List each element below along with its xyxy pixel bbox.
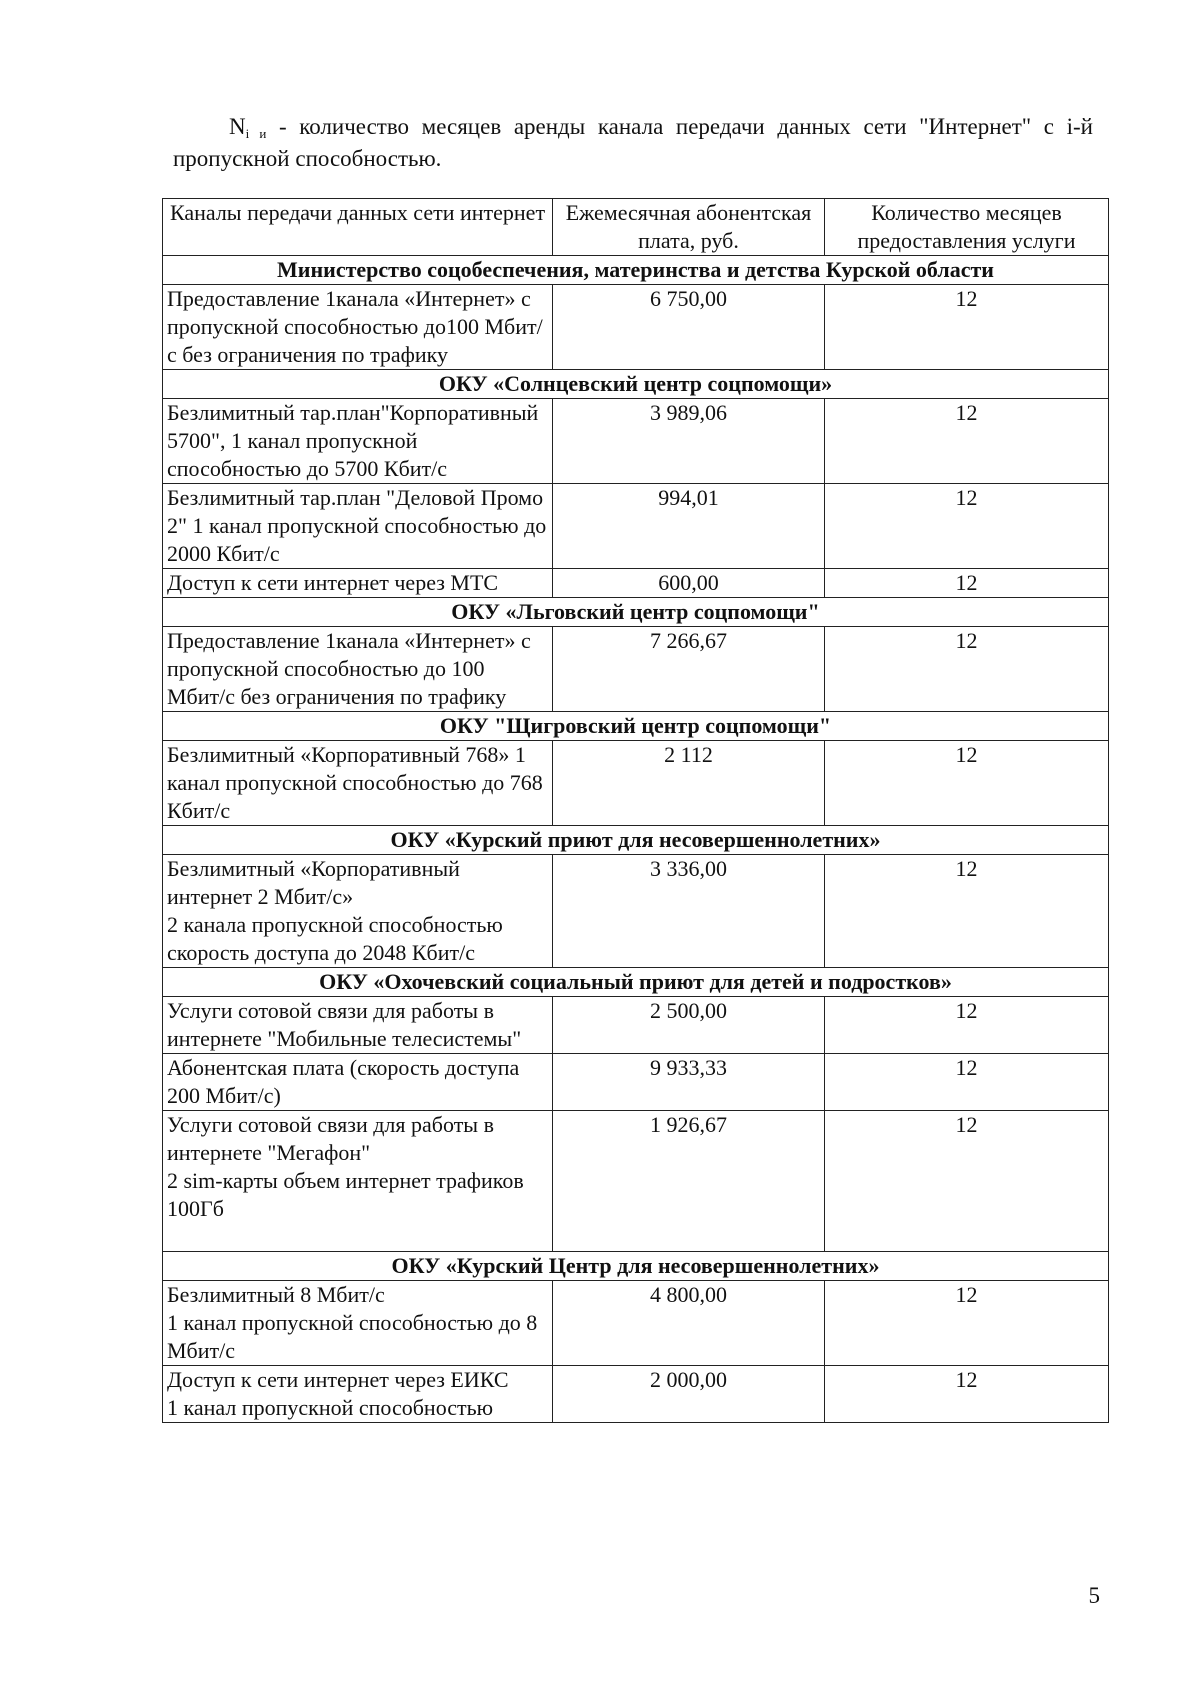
section-row xyxy=(163,826,1109,855)
header-months: Количество месяцев предоставления услуги xyxy=(825,199,1109,256)
channel-name-cell: Доступ к сети интернет через ЕИКС 1 канал пропускной способностью xyxy=(163,1366,553,1423)
section-title: ОКУ «Курский Центр для несовершеннолетних» xyxy=(163,1252,1109,1281)
intro-symbol: N xyxy=(229,114,246,139)
channel-name-cell: Услуги сотовой связи для работы в интернете "Мобильные телесистемы" xyxy=(163,997,553,1054)
monthly-fee-cell: 3 989,06 xyxy=(553,399,825,484)
months-cell: 12 xyxy=(825,855,1109,968)
monthly-fee-cell: 2 500,00 xyxy=(553,997,825,1054)
section-title: ОКУ «Солнцевский центр соцпомощи» xyxy=(163,370,1109,399)
table-row xyxy=(163,1111,1109,1252)
channel-name-cell: Безлимитный тар.план "Деловой Промо 2" 1 канал пропускной способностью до 2000 Кбит/с xyxy=(163,484,553,569)
section-row xyxy=(163,370,1109,399)
monthly-fee-cell: 3 336,00 xyxy=(553,855,825,968)
monthly-fee-cell: 2 000,00 xyxy=(553,1366,825,1423)
table-row xyxy=(163,399,1109,484)
table-row xyxy=(163,1281,1109,1366)
section-row xyxy=(163,598,1109,627)
channel-name-cell: Безлимитный тар.план"Корпоративный 5700", 1 канал пропускной способностью до 5700 Кбит/с xyxy=(163,399,553,484)
channel-name-cell: Безлимитный «Корпоративный интернет 2 Мбит/с» 2 канала пропускной способностью скорость доступа до 2048 Кбит/с xyxy=(163,855,553,968)
intro-text: - количество месяцев аренды канала передачи данных сети "Интернет" с i-й пропускной способностью. xyxy=(173,114,1093,171)
months-cell: 12 xyxy=(825,1281,1109,1366)
monthly-fee-cell: 1 926,67 xyxy=(553,1111,825,1252)
table-row xyxy=(163,484,1109,569)
table-header-row xyxy=(163,199,1109,256)
channel-name-cell: Предоставление 1канала «Интернет» с пропускной способностью до100 Мбит/с без ограничения по трафику xyxy=(163,285,553,370)
months-cell: 12 xyxy=(825,399,1109,484)
channel-name-cell: Предоставление 1канала «Интернет» с пропускной способностью до 100 Мбит/с без ограничения по трафику xyxy=(163,627,553,712)
months-cell: 12 xyxy=(825,741,1109,826)
intro-paragraph xyxy=(173,112,1093,173)
table-row xyxy=(163,855,1109,968)
monthly-fee-cell: 4 800,00 xyxy=(553,1281,825,1366)
section-title: Министерство соцобеспечения, материнства и детства Курской области xyxy=(163,256,1109,285)
section-title: ОКУ «Охочевский социальный приют для детей и подростков» xyxy=(163,968,1109,997)
table-row xyxy=(163,627,1109,712)
monthly-fee-cell: 9 933,33 xyxy=(553,1054,825,1111)
channel-name-cell: Абонентская плата (скорость доступа 200 Мбит/с) xyxy=(163,1054,553,1111)
table-row xyxy=(163,997,1109,1054)
monthly-fee-cell: 994,01 xyxy=(553,484,825,569)
section-title: ОКУ «Курский приют для несовершеннолетних» xyxy=(163,826,1109,855)
months-cell: 12 xyxy=(825,1054,1109,1111)
section-row xyxy=(163,968,1109,997)
months-cell: 12 xyxy=(825,569,1109,598)
channel-name-cell: Безлимитный 8 Мбит/с 1 канал пропускной способностью до 8 Мбит/с xyxy=(163,1281,553,1366)
table-row xyxy=(163,569,1109,598)
section-row xyxy=(163,712,1109,741)
table-row xyxy=(163,285,1109,370)
months-cell: 12 xyxy=(825,997,1109,1054)
header-channels: Каналы передачи данных сети интернет xyxy=(163,199,553,256)
table-body xyxy=(163,256,1109,1423)
section-row xyxy=(163,256,1109,285)
section-row xyxy=(163,1252,1109,1281)
table-row xyxy=(163,1366,1109,1423)
monthly-fee-cell: 600,00 xyxy=(553,569,825,598)
intro-subscript: i и xyxy=(245,126,267,141)
internet-channels-table xyxy=(162,198,1109,1423)
months-cell: 12 xyxy=(825,1111,1109,1252)
monthly-fee-cell: 2 112 xyxy=(553,741,825,826)
channel-name-cell: Услуги сотовой связи для работы в интернете "Мегафон" 2 sim-карты объем интернет трафиков 100Гб xyxy=(163,1111,553,1252)
header-monthly-fee: Ежемесячная абонентская плата, руб. xyxy=(553,199,825,256)
table-row xyxy=(163,741,1109,826)
channel-name-cell: Безлимитный «Корпоративный 768» 1 канал пропускной способностью до 768 Кбит/с xyxy=(163,741,553,826)
months-cell: 12 xyxy=(825,1366,1109,1423)
table-row xyxy=(163,1054,1109,1111)
monthly-fee-cell: 7 266,67 xyxy=(553,627,825,712)
section-title: ОКУ "Щигровский центр соцпомощи" xyxy=(163,712,1109,741)
months-cell: 12 xyxy=(825,627,1109,712)
channel-name-cell: Доступ к сети интернет через МТС xyxy=(163,569,553,598)
section-title: ОКУ «Льговский центр соцпомощи" xyxy=(163,598,1109,627)
months-cell: 12 xyxy=(825,484,1109,569)
page-number: 5 xyxy=(1088,1583,1100,1608)
months-cell: 12 xyxy=(825,285,1109,370)
monthly-fee-cell: 6 750,00 xyxy=(553,285,825,370)
